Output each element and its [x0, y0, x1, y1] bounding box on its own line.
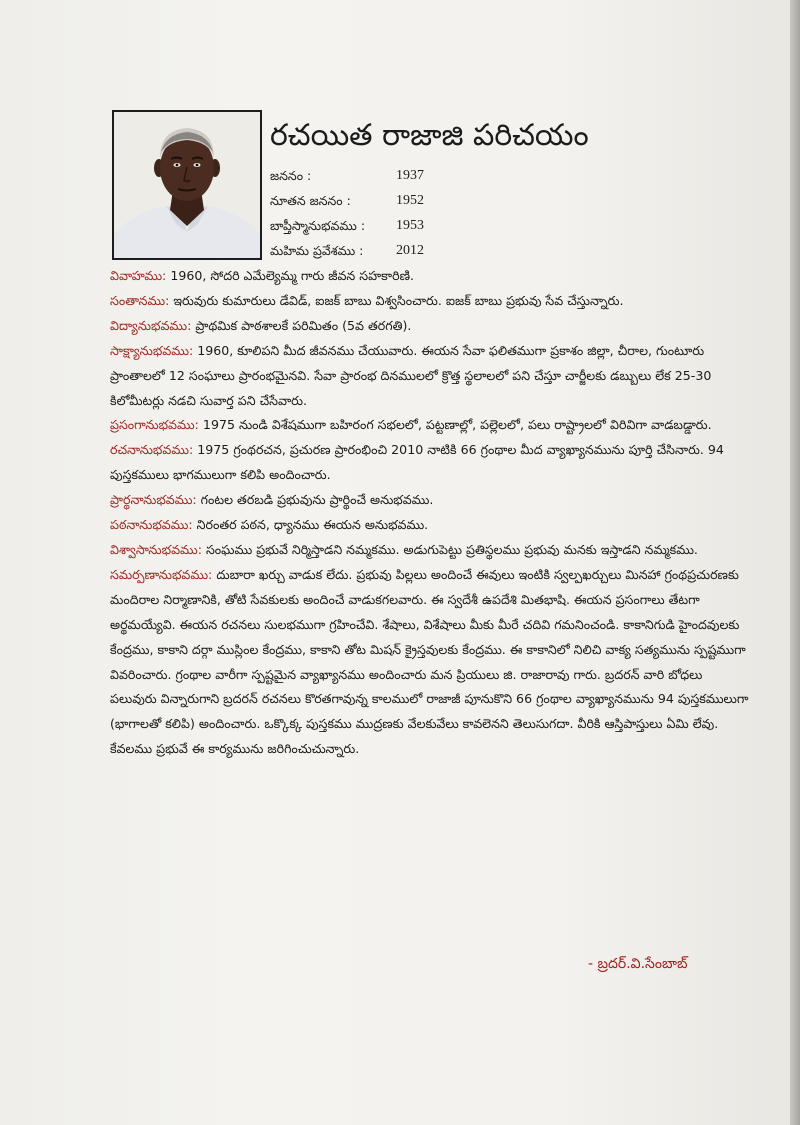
section-label: సాక్ష్యానుభవము:	[110, 342, 194, 358]
author-facts	[270, 168, 424, 268]
fact-label: బాప్తీస్మానుభవము :	[270, 218, 366, 233]
section-label: వివాహము:	[110, 268, 167, 283]
fact-label: నూతన జననం :	[270, 193, 351, 208]
page-edge	[790, 0, 800, 1125]
section-text: 1975 గ్రంథరచన, ప్రచురణ ప్రారంభించి 2010 నాటికి 66 గ్రంథాల మీద వ్యాఖ్యానమును పూర్తి చేసినారు. 94 పుస్తకములు భాగములుగా కలిపి అందించారు.	[110, 442, 724, 483]
section-children	[110, 289, 750, 314]
fact-birth	[270, 168, 424, 193]
fact-value: 1937	[396, 168, 424, 183]
author-photo	[112, 110, 262, 260]
section-text: 1960, కూలిపని మీద జీవనము చేయువారు. ఈయన సేవా ఫలితముగా ప్రకాశం జిల్లా, చీరాల, గుంటూరు ప్రాంతాలలో 12 సంఘాలు ప్రారంభమైనవి. సేవా ప్రారంభ దినములలో క్రొత్త స్థలాలలో పని చేస్తూ చార్జీలకు డబ్బులు లేక 25-30 కిలోమీటర్లు నడచి సువార్త పని చేసేవారు.	[110, 342, 712, 408]
section-label: ప్రార్థనానుభవము:	[110, 492, 197, 508]
section-text: ఇరువురు కుమారులు డేవిడ్, ఐజక్ బాబు విశ్వసించారు. ఐజక్ బాబు ప్రభువు సేవ చేస్తున్నారు.	[169, 292, 624, 308]
biography-body	[110, 264, 750, 762]
section-dedication	[110, 563, 750, 762]
signature: - బ్రదర్.వి.సేంబాబ్	[588, 956, 688, 972]
fact-new-birth	[270, 193, 424, 218]
section-preaching	[110, 413, 750, 438]
fact-label: జననం :	[270, 168, 312, 183]
section-education	[110, 314, 750, 339]
page-title: రచయిత రాజాజి పరిచయం	[270, 118, 589, 153]
section-testimony	[110, 339, 750, 414]
section-label: విద్యానుభవము:	[110, 317, 192, 333]
section-text: 1960, సోదరి ఎమేల్యెమ్మ గారు జీవన సహకారిణి.	[166, 268, 414, 283]
section-marriage	[110, 264, 750, 289]
section-label: సమర్పణానుభవము:	[110, 566, 213, 582]
section-label: సంతానము:	[110, 292, 170, 308]
section-label: రచనానుభవము:	[110, 442, 194, 458]
section-text: గంటల తరబడి ప్రభువును ప్రార్థించే అనుభవము.	[196, 492, 434, 508]
section-reading	[110, 513, 750, 538]
section-prayer	[110, 488, 750, 513]
section-text: దుబారా ఖర్చు వాడుక లేదు. ప్రభువు పిల్లలు అందించే ఈవులు ఇంటికి స్వల్పఖర్చులు మినహా గ్రంథప్రచురణకు మందిరాల నిర్మాణానికి, తోటి సేవకులకు అందించే వాడుకగలవారు. ఈ స్వదేశీ ఉపదేశి మితభాషి. ఈయన ప్రసంగాలు తేటగా అర్థమయ్యేవి. ఈయన రచనలు సులభముగా గ్రహించేవి. శేషాలు, విశేషాలు మీకు మీరే చదివి గమనించండి. కాకానిగుడి హైందవులకు కేంద్రము, కాకాని దర్గా ముస్లింల కేంద్రము, కాకాని తోట మిషన్ క్రైస్తవులకు కేంద్రము. ఈ కాకానిలో నిలిచి వాక్య సత్యమును స్పష్టముగా వివరించారు. గ్రంథాల వారీగా స్పష్టమైన వ్యాఖ్యానము అందించారు మన ప్రియులు జి. రాజారావు గారు. బ్రదరన్ వారి బోధలు పలువురు విన్నారుగాని బ్రదరన్ రచనలు కొరతగావున్న కాలములో రాజాజీ పూనుకొని 66 గ్రంథాల వ్యాఖ్యానమును 94 పుస్తకములుగా (భాగాలతో కలిపి) అందించారు. ఒక్కొక్క పుస్తకము ముద్రణకు వేలకువేలు కావలెనని తెలుసుగదా. వీరికి ఆస్తిపాస్తులు ఏమి లేవు. కేవలము ప్రభువే ఈ కార్యమును జరిగించుచున్నారు.	[110, 566, 749, 757]
fact-value: 2012	[396, 243, 424, 258]
section-label: విశ్వాసానుభవము:	[110, 541, 202, 557]
section-text: సంఘము ప్రభువే నిర్మిస్తాడని నమ్మకము. అడుగుపెట్టు ప్రతిస్థలము ప్రభువు మనకు ఇస్తాడని నమ్మకము.	[201, 541, 698, 557]
section-label: ప్రసంగానుభవము:	[110, 417, 199, 433]
author-portrait-image	[114, 112, 260, 258]
section-writing	[110, 438, 750, 488]
fact-value: 1953	[396, 218, 424, 233]
section-label: పఠనానుభవము:	[110, 517, 193, 533]
fact-value: 1952	[396, 193, 424, 208]
section-faith	[110, 538, 750, 563]
fact-label: మహిమ ప్రవేశము :	[270, 243, 364, 258]
section-text: ప్రాథమిక పాఠశాలకే పరిమితం (5వ తరగతి).	[191, 317, 412, 333]
fact-baptism	[270, 218, 424, 243]
section-text: 1975 నుండి విశేషముగా బహిరంగ సభలలో, పట్టణాల్లో, పల్లెలలో, పలు రాష్ట్రాలలో విరివిగా వాడబడ్డారు.	[198, 417, 712, 433]
section-text: నిరంతర పఠన, ధ్యానము ఈయన అనుభవము.	[192, 517, 429, 533]
